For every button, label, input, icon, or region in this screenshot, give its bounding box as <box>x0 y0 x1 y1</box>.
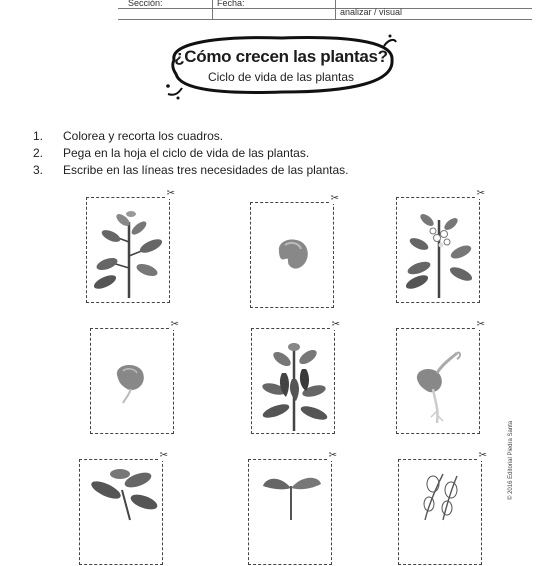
scissors-icon: ✂ <box>328 450 337 461</box>
scissors-icon: ✂ <box>476 319 485 330</box>
page-title: ¿Cómo crecen las plantas? <box>174 47 388 66</box>
seedling-icon <box>249 460 333 566</box>
scissors-icon: ✂ <box>478 450 487 461</box>
instruction-text: Escribe en las líneas tres necesidades de las plantas. <box>63 163 349 177</box>
flowering-plant-icon <box>397 198 481 304</box>
cutout-card-climbing-plant[interactable] <box>398 450 487 565</box>
header-divider-2 <box>335 0 336 19</box>
header-rule-bottom <box>118 19 532 20</box>
seed-icon <box>251 203 335 309</box>
instruction-number: 1. <box>33 129 44 143</box>
cutout-card-fruiting-plant[interactable] <box>251 319 340 434</box>
scissors-icon: ✂ <box>330 193 339 204</box>
instruction-text: Colorea y recorta los cuadros. <box>63 129 224 143</box>
page-subtitle: Ciclo de vida de las plantas <box>207 70 355 84</box>
instruction-text: Pega en la hoja el ciclo de vida de las plantas. <box>63 146 310 160</box>
cutout-card-seedling[interactable] <box>248 450 337 565</box>
cutout-card-seed[interactable] <box>250 193 339 308</box>
cutout-card-flowering-plant[interactable] <box>396 188 485 303</box>
copyright-notice: © 2016 Editorial Piedra Santa <box>508 420 514 500</box>
cutout-card-sprouting-seed[interactable] <box>396 319 485 434</box>
section-label: Sección: <box>128 0 163 8</box>
scissors-icon: ✂ <box>170 319 179 330</box>
instruction-number: 3. <box>33 163 44 177</box>
leafy-plant-icon <box>87 198 171 304</box>
scissors-icon: ✂ <box>159 450 168 461</box>
header-rule-top <box>118 8 532 9</box>
cutout-card-leafy-plant[interactable] <box>86 188 175 303</box>
fruiting-plant-icon <box>252 329 336 435</box>
date-label: Fecha: <box>217 0 245 8</box>
cutout-card-plant-leaves[interactable] <box>79 450 168 565</box>
climbing-plant-icon <box>399 460 483 566</box>
header-divider-1 <box>212 0 213 19</box>
title-banner <box>162 30 400 106</box>
scissors-icon: ✂ <box>331 319 340 330</box>
banner-outline-icon <box>162 30 400 106</box>
scissors-icon: ✂ <box>166 188 175 199</box>
scissors-icon: ✂ <box>476 188 485 199</box>
sprouting-seed-icon <box>397 329 481 435</box>
plant-leaves-icon <box>80 460 164 566</box>
instruction-number: 2. <box>33 146 44 160</box>
germinating-seed-icon <box>91 329 175 435</box>
skills-text: analizar / visual <box>340 7 403 17</box>
cutout-card-germinating-seed[interactable] <box>90 319 179 434</box>
